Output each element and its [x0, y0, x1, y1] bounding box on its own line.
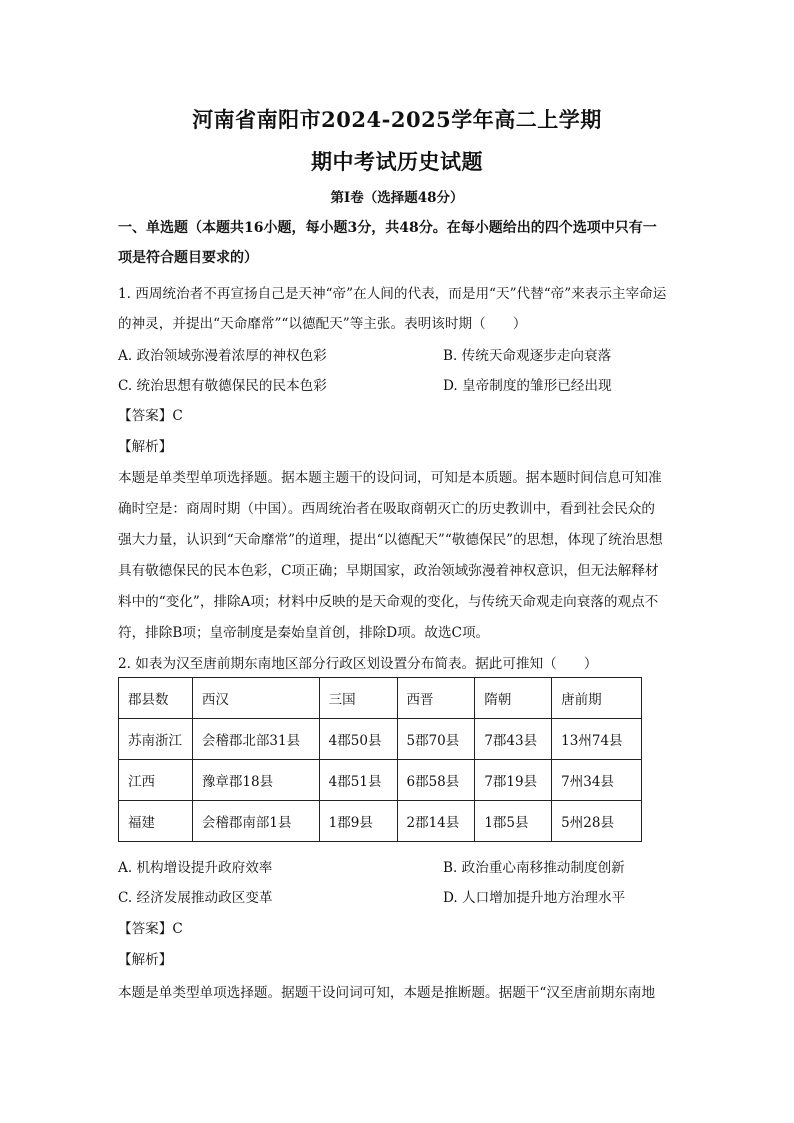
table-cell: 苏南浙江: [119, 719, 193, 760]
table-cell: 会稽郡北部31县: [192, 719, 319, 760]
table-cell: 4郡51县: [319, 760, 397, 801]
q2-stem-line1: 2. 如表为汉至唐前期东南地区部分行政区划设置分布简表。据此可推知（ ）: [118, 656, 598, 672]
q2-option-b: B. 政治重心南移推动制度创新: [443, 860, 625, 876]
q1-analysis-line: 符，排除B项；皇帝制度是秦始皇首创，排除D项。故选C项。: [118, 625, 490, 641]
table-cell: 1郡5县: [475, 801, 552, 842]
table-cell: 13州74县: [552, 719, 642, 760]
table-cell: 福建: [119, 801, 193, 842]
part-heading: 第I卷（选择题48分）: [330, 190, 464, 206]
table-cell: 5州28县: [552, 801, 642, 842]
table-header-cell: 郡县数: [119, 678, 193, 719]
table-cell: 1郡9县: [319, 801, 397, 842]
table-row: [119, 719, 642, 760]
table-cell: 7郡19县: [475, 760, 552, 801]
table-header-cell: 西晋: [397, 678, 475, 719]
q1-analysis-line: 料中的“变化”，排除A项；材料中反映的是天命观的变化，与传统天命观走向衰落的观点不: [118, 594, 659, 610]
q1-analysis-line: 本题是单类型单项选择题。据本题主题干的设问词，可知是本质题。据本题时间信息可知准: [118, 470, 662, 486]
q1-analysis-line: 确时空是：商周时期（中国）。西周统治者在吸取商朝灭亡的历史教训中，看到社会民众的: [118, 501, 655, 517]
q1-stem-line2: 的神灵，并提出“天命靡常”“以德配天”等主张。表明该时期（ ）: [118, 316, 527, 332]
q1-stem-line1: 1. 西周统治者不再宣扬自己是天神“帝”在人间的代表，而是用“天”代替“帝”来表示主宰命运: [118, 286, 667, 302]
table-cell: 4郡50县: [319, 719, 397, 760]
table-cell: 5郡70县: [397, 719, 475, 760]
table-header-cell: 西汉: [192, 678, 319, 719]
table-header-cell: 三国: [319, 678, 397, 719]
table-row: [119, 760, 642, 801]
q1-option-a: A. 政治领域弥漫着浓厚的神权色彩: [118, 348, 327, 364]
q1-analysis-label: 【解析】: [118, 439, 173, 455]
table-cell: 会稽郡南部1县: [192, 801, 319, 842]
table-cell: 7郡43县: [475, 719, 552, 760]
table-cell: 江西: [119, 760, 193, 801]
q2-option-d: D. 人口增加提升地方治理水平: [443, 890, 626, 906]
section-heading-line1: 一、单选题（本题共16小题，每小题3分，共48分。在每小题给出的四个选项中只有一: [118, 220, 657, 236]
table-header-cell: 唐前期: [552, 678, 642, 719]
q1-option-c: C. 统治思想有敬德保民的民本色彩: [118, 378, 327, 394]
table-cell: 2郡14县: [397, 801, 475, 842]
section-heading-line2: 项是符合题目要求的）: [118, 250, 258, 266]
q1-option-d: D. 皇帝制度的雏形已经出现: [443, 378, 612, 394]
district-table: [118, 677, 642, 842]
q1-answer: 【答案】C: [118, 408, 183, 424]
q2-analysis-line: 本题是单类型单项选择题。据题干设问词可知，本题是推断题。据题干“汉至唐前期东南地: [118, 985, 656, 1001]
table-cell: 7州34县: [552, 760, 642, 801]
table-header-cell: 隋朝: [475, 678, 552, 719]
q1-option-b: B. 传统天命观逐步走向衰落: [443, 348, 612, 364]
q1-analysis-line: 强大力量，认识到“天命靡常”的道理，提出“以德配天”“敬德保民”的思想，体现了统治思想: [118, 532, 663, 548]
table-row: [119, 801, 642, 842]
table-header-row: [119, 678, 642, 719]
doc-title-line1: 河南省南阳市2024-2025学年高二上学期: [192, 107, 602, 132]
q1-analysis-line: 具有敬德保民的民本色彩，C项正确；早期国家，政治领域弥漫着神权意识，但无法解释材: [118, 563, 659, 579]
q2-option-a: A. 机构增设提升政府效率: [118, 860, 273, 876]
q2-analysis-label: 【解析】: [118, 952, 173, 968]
table-cell: 豫章郡18县: [192, 760, 319, 801]
doc-title-line2: 期中考试历史试题: [311, 149, 483, 174]
table-cell: 6郡58县: [397, 760, 475, 801]
q2-option-c: C. 经济发展推动政区变革: [118, 890, 273, 906]
q2-answer: 【答案】C: [118, 921, 183, 937]
